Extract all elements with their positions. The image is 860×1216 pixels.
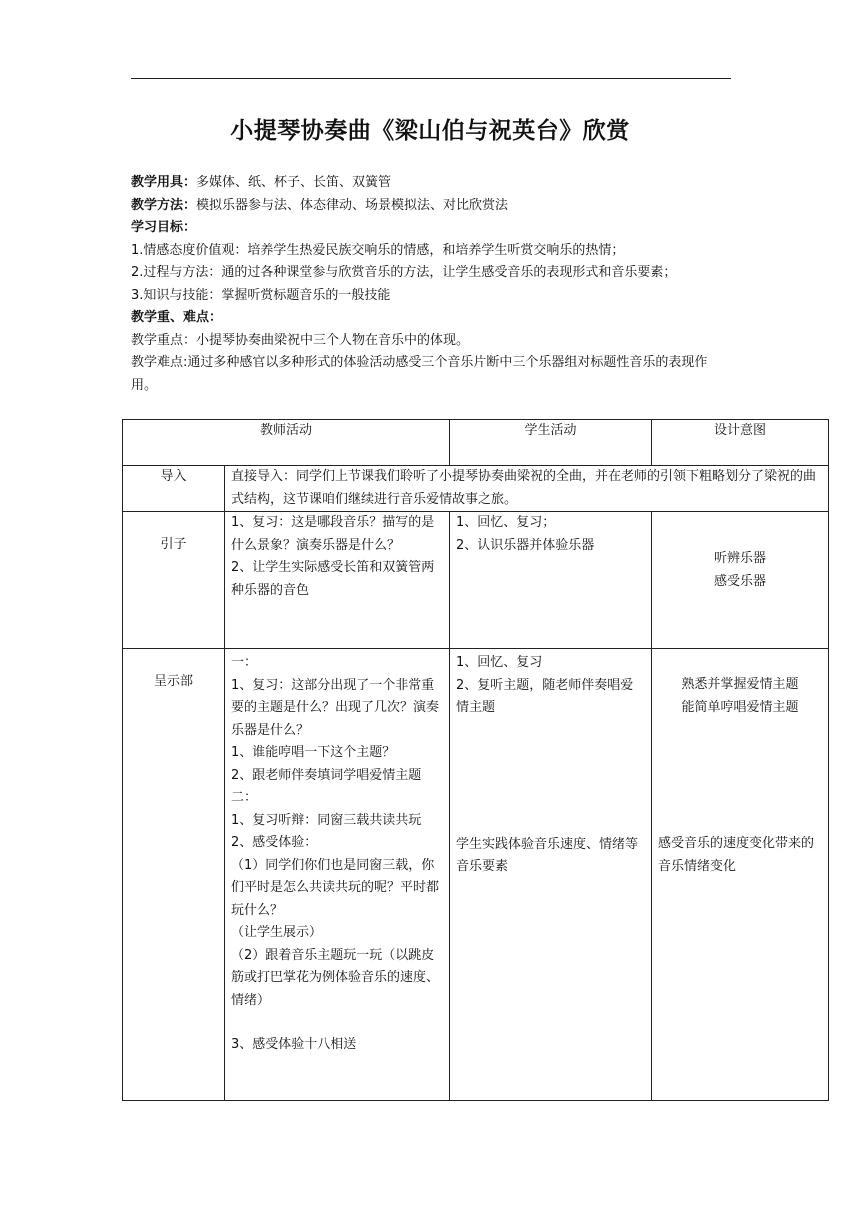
list-item: 2、认识乐器并体验乐器: [456, 537, 595, 553]
intro-teacher: 直接导入：同学们上节课我们聆听了小提琴协奏曲梁祝的全曲，并在老师的引领下粗略划分了梁祝的曲式结构，这节课咱们继续进行音乐爱情故事之旅。: [225, 466, 829, 512]
list-item: 熟悉并掌握爱情主题: [681, 677, 799, 692]
method-value: 模拟乐器参与法、体态律动、场景模拟法、对比欣赏法: [196, 197, 509, 213]
exposition-intent: [652, 649, 829, 1101]
table-row: [123, 649, 829, 1101]
list-item: 2、让学生实际感受长笛和双簧管两种乐器的音色: [231, 560, 435, 598]
spacer: [231, 1012, 443, 1034]
header-student: 学生活动: [450, 420, 652, 466]
prelude-teacher: [225, 512, 450, 649]
goals-label: 学习目标：: [131, 220, 197, 235]
lesson-meta: [131, 172, 731, 397]
list-item: 一：: [231, 655, 258, 670]
tools-label: 教学用具：: [131, 175, 197, 190]
list-item: 1、复习：这部分出现了一个非常重要的主题是什么？出现了几次？演奏乐器是什么？: [231, 677, 440, 738]
list-item: 听辨乐器: [714, 551, 767, 566]
key-point: 教学重点：小提琴协奏曲梁祝中三个人物在音乐中的体现。: [131, 332, 470, 348]
list-item: 2、复听主题，随老师伴奏唱爱情主题: [456, 677, 634, 715]
list-item: 1、回忆、复习；: [456, 515, 556, 530]
goal-3: 3.知识与技能：掌握听赏标题音乐的一般技能: [131, 287, 391, 303]
document-title: 小提琴协奏曲《梁山伯与祝英台》欣赏: [230, 117, 630, 144]
list-item: 1、复习听辩：同窗三载共读共玩: [231, 812, 422, 828]
table-header-row: [123, 420, 829, 466]
exposition-teacher: [225, 649, 450, 1101]
stage-exposition: 呈示部: [123, 649, 225, 1101]
goal-1: 1.情感态度价值观：培养学生热爱民族交响乐的情感，和培养学生听赏交响乐的热情；: [131, 242, 625, 258]
list-item: 2、跟老师伴奏填词学唱爱情主题: [231, 767, 422, 783]
table-row: [123, 466, 829, 512]
stage-prelude: 引子: [123, 512, 225, 649]
list-item: （2）跟着音乐主题玩一玩（以跳皮筋或打巴掌花为例体验音乐的速度、情绪）: [231, 947, 440, 1008]
header-rule: [131, 78, 731, 79]
list-item: 1、复习：这是哪段音乐？描写的是什么景象？演奏乐器是什么？: [231, 515, 435, 553]
goal-2: 2.过程与方法：通的过各种课堂参与欣赏音乐的方法，让学生感受音乐的表现形式和音乐要素；: [131, 265, 677, 280]
list-item: 感受音乐的速度变化带来的音乐情绪变化: [658, 836, 815, 874]
prelude-student: [450, 512, 652, 649]
list-item: 3、感受体验十八相送: [231, 1037, 357, 1052]
method-label: 教学方法：: [131, 197, 197, 213]
key-label: 教学重、难点：: [131, 310, 223, 325]
list-item: （1）同学们你们也是同窗三载，你们平时是怎么共读共玩的呢？平时都玩什么？: [231, 857, 440, 918]
list-item: 能简单哼唱爱情主题: [681, 699, 799, 715]
list-item: 感受乐器: [714, 573, 767, 589]
lesson-plan-table: [122, 419, 829, 1101]
list-item: 1、谁能哼唱一下这个主题？: [231, 745, 396, 760]
exposition-student: [450, 649, 652, 1101]
tools-line: [131, 172, 731, 195]
method-line: [131, 195, 731, 218]
list-item: （让学生展示）: [231, 925, 323, 940]
difficulty: 教学难点:通过多种感官以多种形式的体验活动感受三个音乐片断中三个乐器组对标题性音乐的表现作用。: [131, 355, 708, 393]
header-intent: 设计意图: [652, 420, 829, 466]
list-item: 2、感受体验：: [231, 835, 318, 850]
list-item: 学生实践体验音乐速度、情绪等音乐要素: [456, 836, 639, 874]
table-row: [123, 512, 829, 649]
stage-intro: 导入: [123, 466, 225, 512]
header-teacher: 教师活动: [123, 420, 450, 466]
prelude-intent: [652, 512, 829, 649]
list-item: 1、回忆、复习: [456, 655, 543, 670]
tools-value: 多媒体、纸、杯子、长笛、双簧管: [196, 175, 392, 190]
list-item: 二：: [231, 790, 258, 805]
